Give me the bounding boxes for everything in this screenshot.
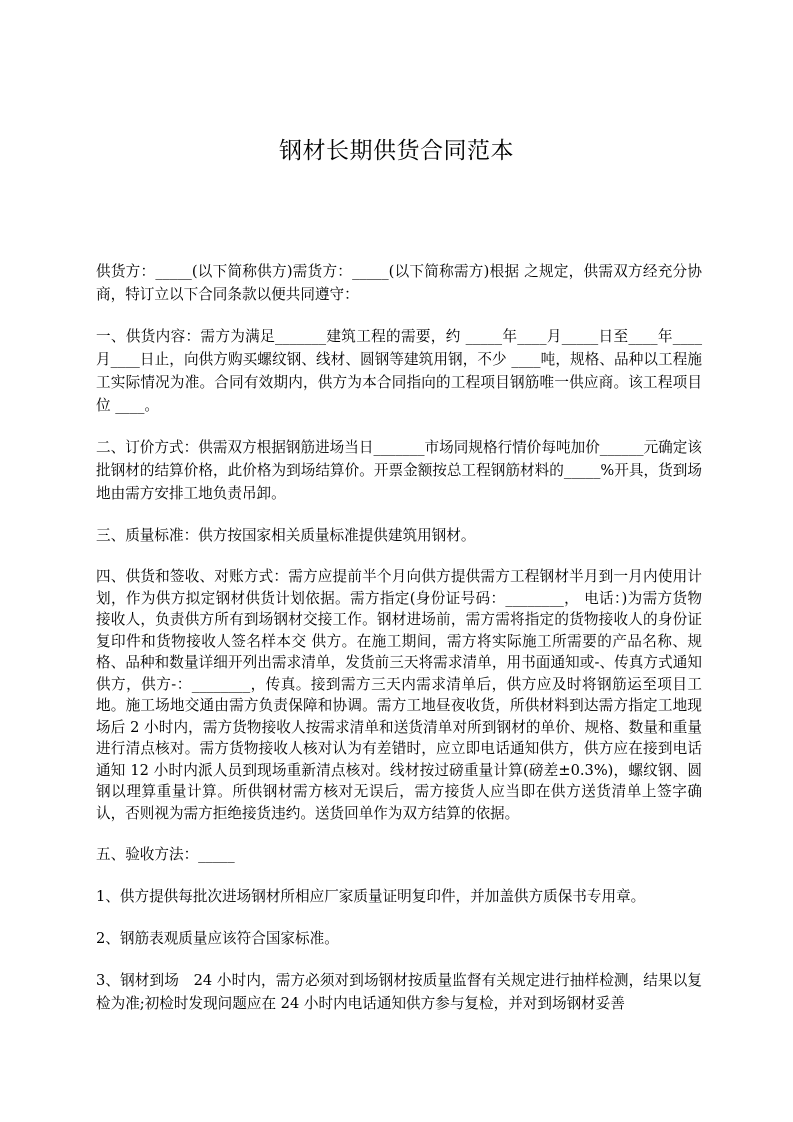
- document-body: [96, 260, 702, 1034]
- acceptance-item-2: 2、钢筋表观质量应该符合国家标准。: [96, 930, 339, 947]
- preamble-paragraph: 供货方：_____(以下简称供方)需货方：_____(以下简称需方)根据 之规定，供需双方经充分协商，特订立以下合同条款以便共同遵守：: [96, 263, 702, 303]
- clause-acceptance-method: 五、验收方法：_____: [96, 846, 235, 863]
- clause-pricing-method: 二、订价方式：供需双方根据钢筋进场当日_______市场同规格行情价每吨加价______元确定该批钢材的结算价格，此价格为到场结算价。开票金额按总工程钢筋材料的_____%开具，货到场地由需方安排工地负责吊卸。: [96, 439, 702, 502]
- acceptance-item-1: 1、供方提供每批次进场钢材所相应厂家质量证明复印件，并加盖供方质保书专用章。: [96, 888, 646, 905]
- clause-delivery-and-receipt: 四、供货和签收、对账方式：需方应提前半个月向供方提供需方工程钢材半月到一月内使用计划，作为供方拟定钢材供货计划依据。需方指定(身份证号码：________， 电话：)为需方货物接收人，负责供方所有到场钢材交接工作。钢材进场前，需方需将指定的货物接收人的身份证复印件和货物接收人签名样本交 供方。在施工期间，需方将实际施工所需要的产品名称、规格、品种和数量详细开列出需求清单，发货前三天将需求清单，用书面通知或-、传真方式通知供方，供方-：________，传真。接到需方三天内需求清单后，供方应及时将钢筋运至项目工地。施工场地交通由需方负责保障和协调。需方工地昼夜收货，所供材料到达需方指定工地现场后 2 小时内，需方货物接收人按需求清单和送货清单对所到钢材的单价、规格、数量和重量进行清点核对。需方货物接收人核对认为有差错时，应立即电话通知供方，供方应在接到电话通知 12 小时内派人员到现场重新清点核对。线材按过磅重量计算(磅差±0.3%)，螺纹钢、圆钢以理算重量计算。所供钢材需方核对无误后，需方接货人应当即在供方送货清单上签字确认，否则视为需方拒绝接货违约。送货回单作为双方结算的依据。: [96, 568, 702, 822]
- clause-quality-standard: 三、质量标准：供方按国家相关质量标准提供建筑用钢材。: [96, 527, 476, 544]
- acceptance-item-3: 3、钢材到场 24 小时内，需方必须对到场钢材按质量监督有关规定进行抽样检测，结果以复检为准;初检时发现问题应在 24 小时内电话通知供方参与复检，并对到场钢材妥善: [96, 972, 702, 1012]
- clause-supply-content: 一、供货内容：需方为满足_______建筑工程的需要，约 _____年____月_____日至____年____月____日止，向供方购买螺纹钢、线材、圆钢等建筑用钢，不少 ____吨，规格、品种以工程施工实际情况为准。合同有效期内，供方为本合同指向的工程项目钢筋唯一供应商。该工程项目位 ____。: [96, 328, 702, 414]
- document-title: 钢材长期供货合同范本: [279, 138, 514, 164]
